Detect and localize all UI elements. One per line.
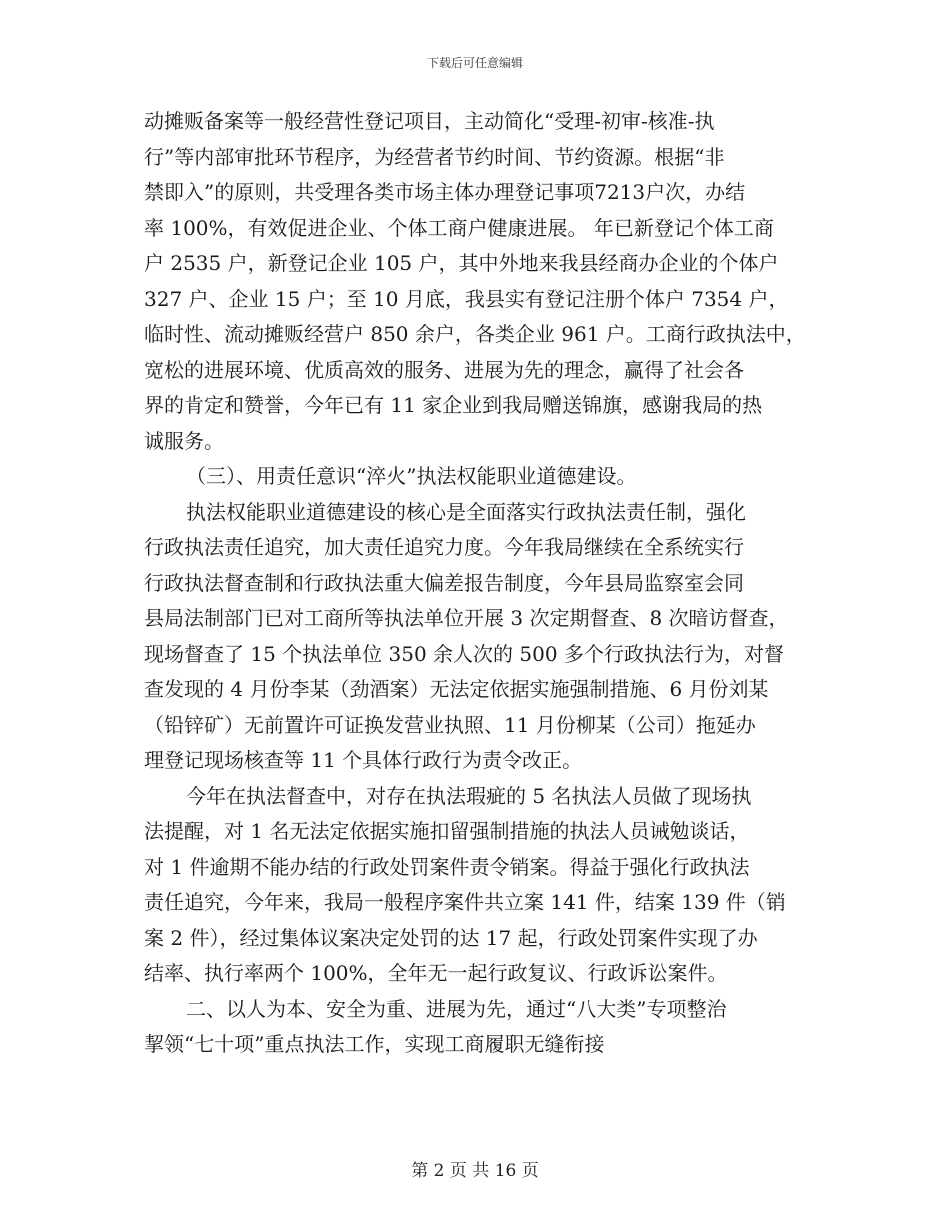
text-line: 行政执法责任追究，加大责任追究力度。今年我局继续在全系统实行 <box>144 535 744 559</box>
text-line: 户 2535 户，新登记企业 105 户，其中外地来我县经商办企业的个体户 <box>144 251 779 275</box>
section-heading: （三）、用责任意识“淬火”执法权能职业道德建设。 <box>186 464 637 488</box>
document-body <box>144 104 824 1063</box>
page-header: 下载后可任意编辑 <box>426 56 523 70</box>
text-line: 查发现的 4 月份李某（劲酒案）无法定依据实施强制措施、6 月份刘某 <box>144 677 769 701</box>
text-line: 禁即入”的原则，共受理各类市场主体办理登记事项7213户次，办结 <box>144 180 746 204</box>
text-line: 执法权能职业道德建设的核心是全面落实行政执法责任制，强化 <box>186 499 746 524</box>
text-line: 行”等内部审批环节程序，为经营者节约时间、节约资源。根据“非 <box>144 144 725 169</box>
text-line: 案 2 件），经过集体议案决定处罚的达 17 起，行政处罚案件实现了办 <box>144 925 758 950</box>
text-line: 界的肯定和赞誉，今年已有 11 家企业到我局赠送锦旗，感谢我局的热 <box>144 393 763 417</box>
text-line: 责任追究，今年来，我局一般程序案件共立案 141 件，结案 139 件（销 <box>144 890 786 914</box>
text-line: 行政执法督查制和行政执法重大偏差报告制度，今年县局监察室会同 <box>144 570 744 595</box>
text-line: 诚服务。 <box>144 428 224 453</box>
text-line: 率 100%，有效促进企业、个体工商户健康进展。 年已新登记个体工商 <box>144 215 774 240</box>
text-line: 动摊贩备案等一般经营性登记项目，主动简化“受理-初审-核准-执 <box>144 109 715 133</box>
text-line: 结率、执行率两个 100%，全年无一起行政复议、行政诉讼案件。 <box>144 961 728 985</box>
text-line: 法提醒，对 1 名无法定依据实施扣留强制措施的执法人员诫勉谈话， <box>144 819 750 843</box>
text-line: 现场督查了 15 个执法单位 350 余人次的 500 多个行政执法行为，对督 <box>144 641 784 666</box>
text-line: 今年在执法督查中，对存在执法瑕疵的 5 名执法人员做了现场执 <box>186 783 752 808</box>
text-line: 临时性、流动摊贩经营户 850 余户，各类企业 961 户。工商行政执法中， <box>144 322 806 346</box>
text-line: 理登记现场核查等 11 个具体行政行为责令改正。 <box>144 748 583 772</box>
page-footer: 第 2 页 共 16 页 <box>411 1161 539 1181</box>
text-line: 对 1 件逾期不能办结的行政处罚案件责令销案。得益于强化行政执法 <box>144 854 750 879</box>
text-line: 327 户、企业 15 户；至 10 月底，我县实有登记注册个体户 7354 户， <box>144 286 789 311</box>
text-line: 县局法制部门已对工商所等执法单位开展 3 次定期督查、8 次暗访督查， <box>144 606 789 630</box>
text-line: 挈领“七十项”重点执法工作，实现工商履职无缝衔接 <box>144 1032 605 1056</box>
text-line: 宽松的进展环境、优质高效的服务、进展为先的理念，赢得了社会各 <box>144 357 744 382</box>
section-heading: 二、以人为本、安全为重、进展为先，通过“八大类”专项整治 <box>186 996 727 1021</box>
text-line: （铅锌矿）无前置许可证换发营业执照、11 月份柳某（公司）拖延办 <box>144 712 756 737</box>
